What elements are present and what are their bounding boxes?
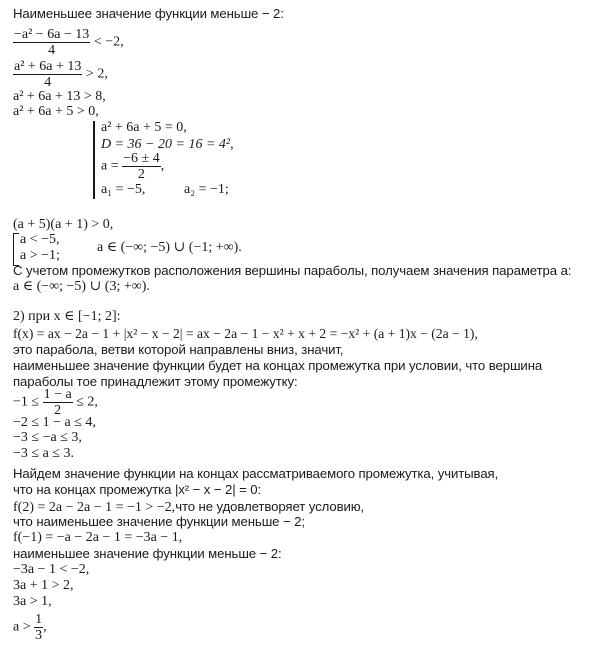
f-minus-1-line: f(−1) = −a − 2a − 1 = −3a − 1, <box>13 530 183 545</box>
fraction-numerator: 1 − a <box>43 387 72 402</box>
fraction-denominator: 2 <box>54 403 62 418</box>
inequality-3: a² + 6a + 13 > 8, <box>13 89 106 104</box>
inequality-fraction-1 <box>13 27 124 58</box>
set-case-2: a > −1; <box>20 248 60 263</box>
solve-step-3: 3a > 1, <box>13 594 52 609</box>
inequality-4: a² + 6a + 5 > 0, <box>13 104 99 119</box>
conclusion-set: a ∈ (−∞; −5) ∪ (3; +∞). <box>13 279 150 294</box>
aside-roots-formula <box>101 151 164 182</box>
fraction <box>13 27 90 58</box>
function-definition: f(x) = ax − 2a − 1 + |x² − x − 2| = ax − 2a − 1 − x² + x + 2 = −x² + (a + 1)x − (2a − 1), <box>13 326 478 341</box>
inequality-rhs: > 2, <box>85 66 108 82</box>
aside-equation: a² + 6a + 5 = 0, <box>101 120 187 135</box>
fraction-numerator: a² + 6a + 13 <box>14 59 82 74</box>
text-line: наименьшее значение функции будет на концах промежутка при условии, что вершина <box>13 358 543 373</box>
fraction <box>34 612 43 643</box>
vertex-rhs: ≤ 2, <box>76 394 98 410</box>
fraction-denominator: 2 <box>137 167 145 182</box>
conclusion-text: С учетом промежутков расположения вершины параболы, получаем значения параметра a: <box>13 263 572 278</box>
roots-lhs: a = <box>101 158 119 174</box>
step-2: −3 ≤ −a ≤ 3, <box>13 430 82 445</box>
fraction-numerator: −6 ± 4 <box>123 151 160 166</box>
aside-root-2: a₂ = −1; <box>184 182 229 197</box>
text-line: наименьшее значение функции меньше − 2: <box>13 546 282 561</box>
part2-heading: 2) при x ∈ [−1; 2]: <box>13 309 121 324</box>
fraction-numerator: −a² − 6a − 13 <box>14 27 90 42</box>
text-line: параболы тое принадлежит этому промежутку: <box>13 374 298 389</box>
final-inequality <box>13 612 47 643</box>
roots-tail: , <box>160 158 165 174</box>
text-line: что на концах промежутка |x² − x − 2| = 0: <box>13 482 262 497</box>
aside-bracket-line <box>93 121 95 199</box>
final-tail: , <box>43 619 47 635</box>
fraction <box>13 59 82 90</box>
fraction-denominator: 4 <box>44 75 52 90</box>
vertex-inequality <box>13 387 98 418</box>
inequality-rhs: < −2, <box>93 34 124 50</box>
solve-step-2: 3a + 1 > 2, <box>13 578 74 593</box>
fraction <box>122 151 161 182</box>
aside-root-1: a₁ = −5, <box>101 182 146 197</box>
vertex-lhs: −1 ≤ <box>13 394 40 410</box>
solve-step-1: −3a − 1 < −2, <box>13 562 90 577</box>
set-case-1: a < −5, <box>20 232 60 247</box>
set-result: a ∈ (−∞; −5) ∪ (−1; +∞). <box>97 240 242 255</box>
fraction-denominator: 4 <box>48 43 56 58</box>
fraction-numerator: 1 <box>35 612 43 627</box>
part1-heading: Наименьшее значение функции меньше − 2: <box>13 6 284 21</box>
f2-text: что не удовлетворяет условию, <box>175 499 365 514</box>
f2-math: f(2) = 2a − 2a − 1 = −1 > −2, <box>13 500 176 515</box>
final-lhs: a > <box>13 619 31 635</box>
step-3: −3 ≤ a ≤ 3. <box>13 446 74 461</box>
fraction <box>43 387 73 418</box>
inequality-fraction-2 <box>13 59 108 90</box>
aside-discriminant: D = 36 − 20 = 16 = 4², <box>101 137 234 152</box>
factored-inequality: (a + 5)(a + 1) > 0, <box>13 217 114 232</box>
text-line: Найдем значение функции на концах рассматриваемого промежутка, учитывая, <box>13 466 499 481</box>
set-bracket <box>13 233 19 266</box>
text-line: это парабола, ветви которой направлены вниз, значит, <box>13 342 344 357</box>
fraction-denominator: 3 <box>35 628 43 643</box>
text-line: что наименьшее значение функции меньше − 2; <box>13 514 305 529</box>
step-1: −2 ≤ 1 − a ≤ 4, <box>13 415 96 430</box>
